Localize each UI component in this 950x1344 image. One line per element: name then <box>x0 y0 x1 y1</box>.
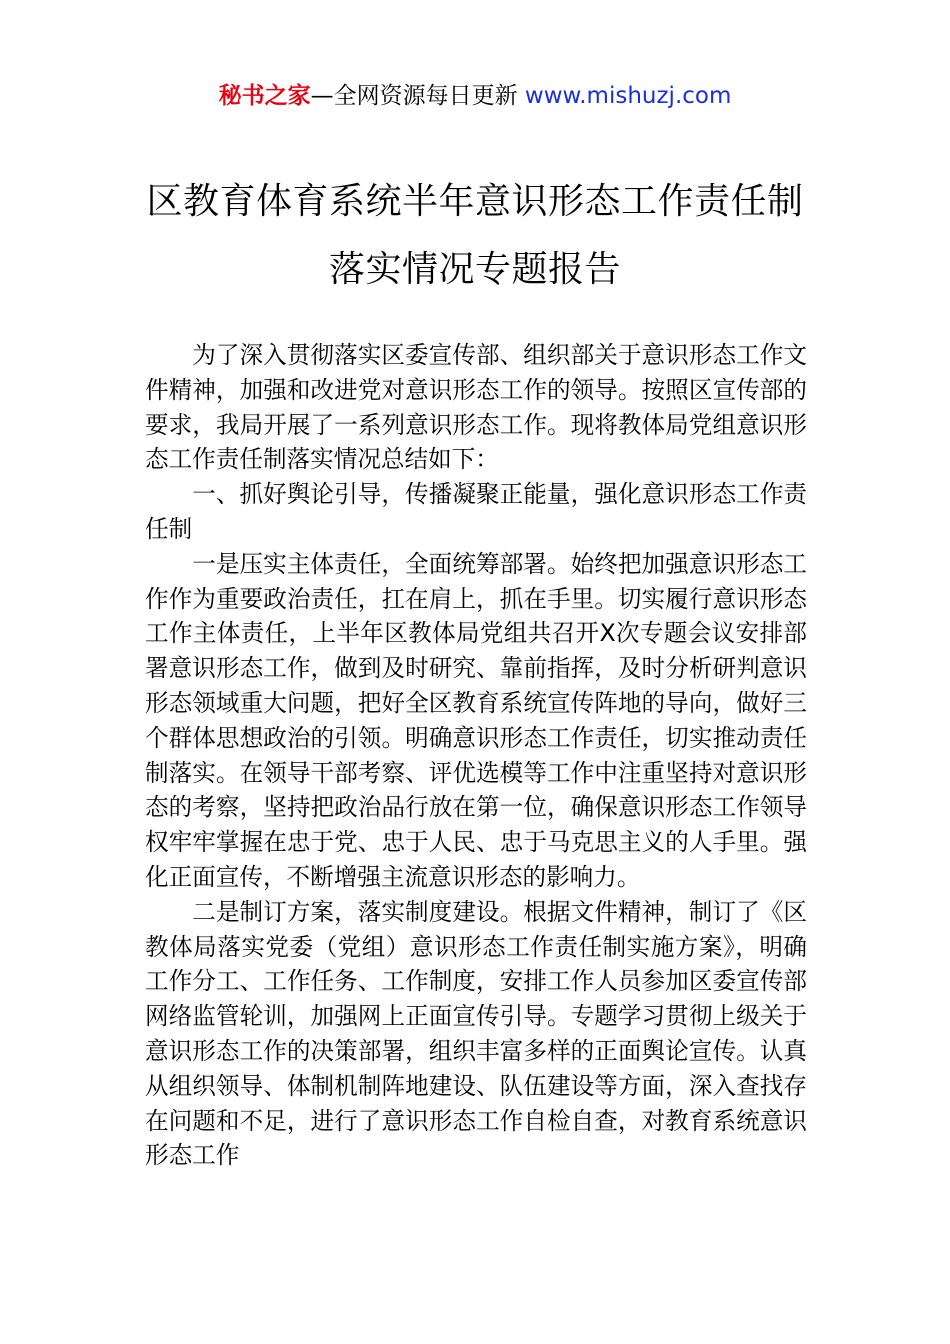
paragraph-responsibility: 一是压实主体责任，全面统筹部署。始终把加强意识形态工作作为重要政治责任，扛在肩上，抓在手里。切实履行意识形态工作主体责任，上半年区教体局党组共召开X次专题会议安排部署意识形态工作，做到及时研究、靠前指挥，及时分析研判意识形态领域重大问题，把好全区教育系统宣传阵地的导向，做好三个群体思想政治的引领。明确意识形态工作责任，切实推动责任制落实。在领导干部考察、评优选模等工作中注重坚持对意识形态的考察，坚持把政治品行放在第一位，确保意识形态工作领导权牢牢掌握在忠于党、忠于人民、忠于马克思主义的人手里。强化正面宣传，不断增强主流意识形态的影响力。 <box>145 549 807 891</box>
site-url-link[interactable]: www.mishuzj.com <box>524 83 732 109</box>
site-header <box>0 78 950 114</box>
document-body <box>145 338 807 1173</box>
site-tagline: —全网资源每日更新 <box>310 83 525 109</box>
section-heading-1: 一、抓好舆论引导，传播凝聚正能量，强化意识形态工作责任制 <box>145 480 807 543</box>
site-brand: 秘书之家 <box>218 83 311 109</box>
document-title-line-1: 区教育体育系统半年意识形态工作责任制 <box>146 181 804 222</box>
paragraph-intro: 为了深入贯彻落实区委宣传部、组织部关于意识形态工作文件精神，加强和改进党对意识形态工作的领导。按照区宣传部的要求，我局开展了一系列意识形态工作。现将教体局党组意识形态工作责任制落实情况总结如下： <box>145 341 807 474</box>
document-title-line-2: 落实情况专题报告 <box>328 249 621 290</box>
paragraph-system-building: 二是制订方案，落实制度建设。根据文件精神，制订了《区教体局落实党委（党组）意识形态工作责任制实施方案》，明确工作分工、工作任务、工作制度，安排工作人员参加区委宣传部网络监管轮训，加强网上正面宣传引导。专题学习贯彻上级关于意识形态工作的决策部署，组织丰富多样的正面舆论宣传。认真从组织领导、体制机制阵地建设、队伍建设等方面，深入查找存在问题和不足，进行了意识形态工作自检自查，对教育系统意识形态工作 <box>145 897 807 1170</box>
